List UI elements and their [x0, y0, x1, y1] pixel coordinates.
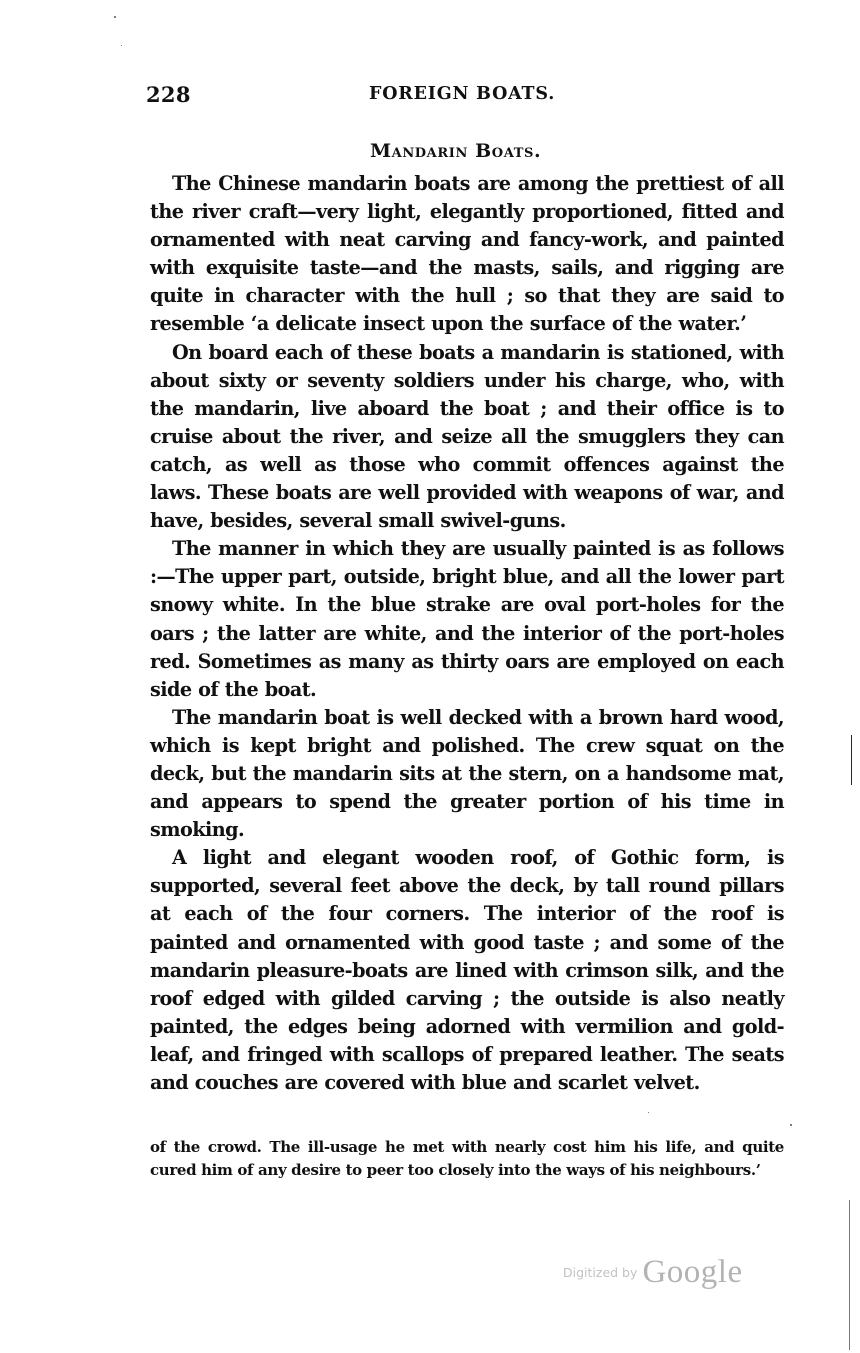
body-text — [150, 170, 784, 1097]
paragraph: The Chinese mandarin boats are among the prettiest of all the river craft—very light, elegantly proportioned, fitted and ornamented with neat carving and fancy-work, and painted with exquisite taste—and the masts, sails, and rigging are quite in character with the hull ; so that they are said to resemble ‘a delicate insect upon the surface of the water.’ — [150, 172, 784, 336]
scan-edge-line — [849, 1200, 850, 1350]
paragraph: The mandarin boat is well decked with a brown hard wood, which is kept bright and polished. The crew squat on the deck, but the mandarin sits at the stern, on a handsome mat, and appears to spend the greater portion of his time in smoking. — [150, 705, 784, 842]
scan-speck — [790, 1124, 792, 1126]
footnote — [150, 1136, 784, 1182]
scan-edge-line — [851, 735, 852, 785]
scan-speck — [114, 16, 116, 18]
digitized-watermark — [563, 1254, 743, 1291]
google-logo: Google — [642, 1254, 743, 1290]
section-title: Mandarin Boats. — [370, 140, 542, 162]
paragraph: A light and elegant wooden roof, of Gothic form, is supported, several feet above the deck, by tall round pillars at each of the four corners. The interior of the roof is painted and ornamented with good taste ; and some of the mandarin pleasure-boats are lined with crimson silk, and the roof edged with gilded carving ; the outside is also neatly painted, the edges being adorned with vermilion and gold-leaf, and fringed with scallops of prepared leather. The seats and couches are covered with blue and scarlet velvet. — [150, 846, 784, 1094]
running-title: FOREIGN BOATS. — [369, 84, 556, 104]
scan-speck — [648, 1112, 649, 1113]
paragraph: On board each of these boats a mandarin is stationed, with about sixty or seventy soldiers under his charge, who, with the mandarin, live aboard the boat ; and their office is to cruise about the river, and seize all the smugglers they can catch, as well as those who commit offences against the laws. These boats are well provided with weapons of war, and have, besides, several small swivel-guns. — [150, 340, 784, 533]
watermark-prefix: Digitized by — [563, 1265, 638, 1280]
scan-speck — [121, 45, 122, 46]
running-head — [146, 82, 783, 112]
footnote-text: of the crowd. The ill-usage he met with nearly cost him his life, and quite cured him of any desire to peer too closely into the ways of his neighbours.’ — [150, 1138, 784, 1179]
page-number: 228 — [146, 82, 191, 107]
paragraph: The manner in which they are usually painted is as follows :—The upper part, outside, bright blue, and all the lower part snowy white. In the blue strake are oval port-holes for the oars ; the latter are white, and the interior of the port-holes red. Sometimes as many as thirty oars are employed on each side of the boat. — [150, 537, 784, 701]
